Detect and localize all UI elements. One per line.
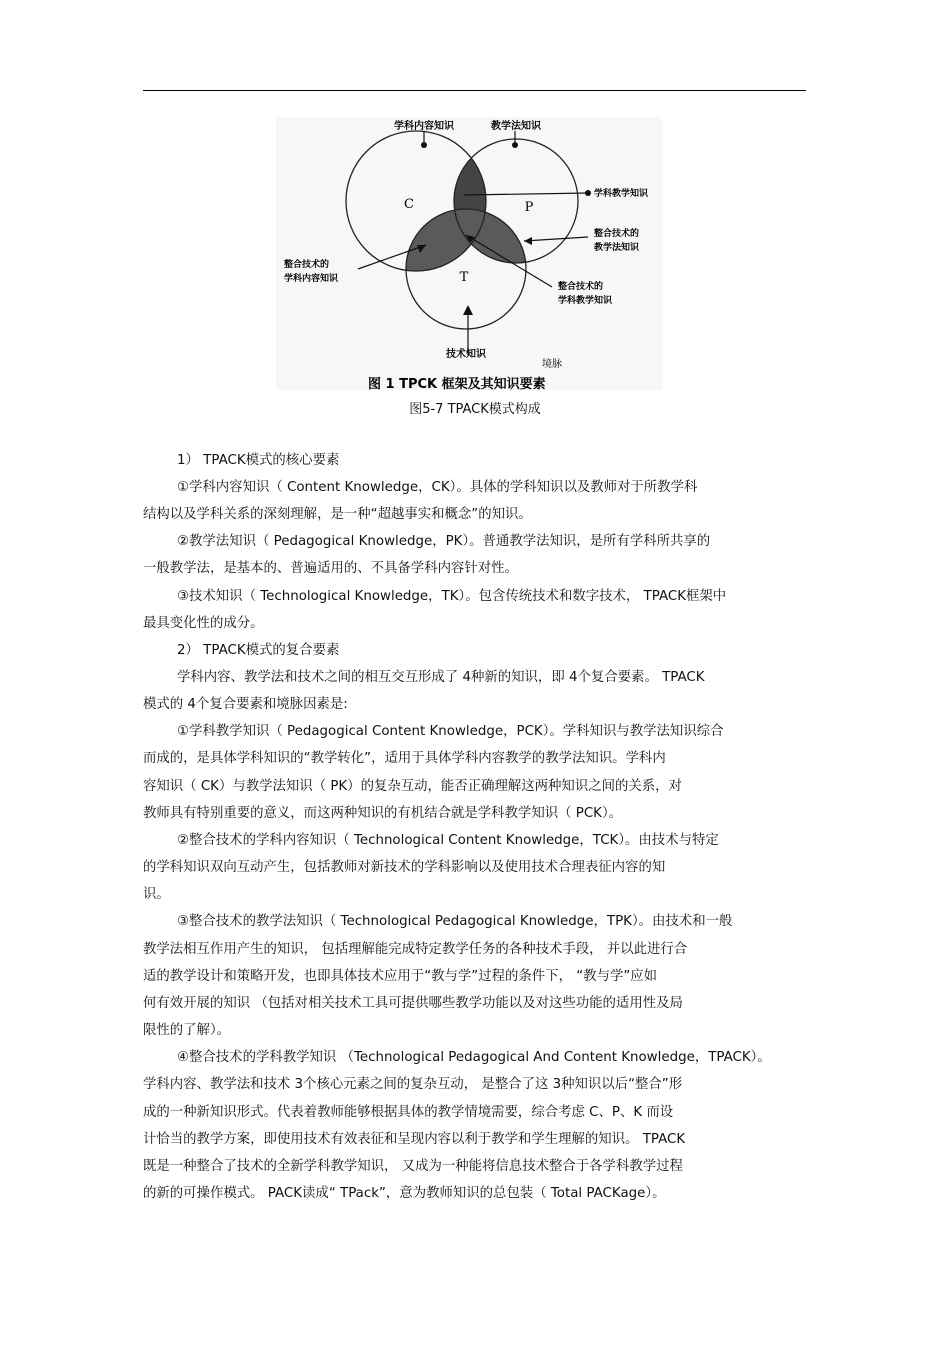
figure-caption: 图5-7 TPACK模式构成 (409, 402, 541, 417)
label-context: 境脉 (542, 359, 562, 370)
label-technology-knowledge: 技术知识 (446, 349, 486, 360)
text-line: 模式的 4个复合要素和境脉因素是: (143, 697, 348, 712)
text-line: 一般教学法，是基本的、普遍适用的、不具备学科内容针对性。 (143, 561, 518, 576)
text-line: 适的教学设计和策略开发，也即具体技术应用于“教与学”过程的条件下， “教与学”应如 (143, 969, 658, 984)
label-p: P (524, 200, 534, 215)
text-line: 何有效开展的知识 （包括对相关技术工具可提供哪些教学功能以及对这些功能的适用性及局 (143, 996, 683, 1011)
text-line: ①学科内容知识（ Content Knowledge，CK）。具体的学科知识以及教师对于所教学科 (177, 480, 698, 495)
label-tpk-line2: 教学法知识 (594, 243, 640, 253)
text-line: 结构以及学科关系的深刻理解，是一种“超越事实和概念”的知识。 (143, 507, 532, 522)
text-line: 教师具有特别重要的意义，而这两种知识的有机结合就是学科教学知识（ PCK）。 (143, 806, 623, 821)
header-rule (143, 90, 806, 91)
label-c: C (404, 197, 414, 212)
label-tck-line1: 整合技术的 (284, 260, 330, 270)
text-line: ③整合技术的教学法知识（ Technological Pedagogical Knowledge，TPK）。由技术和一般 (177, 914, 733, 929)
text-line: ②教学法知识（ Pedagogical Knowledge，PK）。普通教学法知识，是所有学科所共享的 (177, 534, 711, 549)
text-line: 的新的可操作模式。 PACK读成“ TPack”，意为教师知识的总包装（ Total PACKage）。 (143, 1186, 666, 1201)
label-pck: 学科教学知识 (594, 189, 649, 199)
text-line: 学科内容、教学法和技术 3个核心元素之间的复杂互动， 是整合了这 3种知识以后“整合”形 (143, 1077, 683, 1092)
text-line: ④整合技术的学科教学知识 （Technological Pedagogical And Content Knowledge，TPACK）。 (177, 1050, 771, 1065)
text-line: 的学科知识双向互动产生，包括教师对新技术的学科影响以及使用技术合理表征内容的知 (143, 860, 666, 875)
text-line: ③技术知识（ Technological Knowledge，TK）。包含传统技术和数字技术， TPACK框架中 (177, 589, 727, 604)
text-line: 识。 (143, 887, 170, 902)
figure-title: 图 1 TPCK 框架及其知识要素 (368, 377, 546, 390)
tpck-figure (276, 117, 662, 390)
text-line: 计恰当的教学方案，即使用技术有效表征和呈现内容以利于教学和学生理解的知识。 TPACK (143, 1132, 686, 1147)
text-line: 成的一种新知识形式。代表着教师能够根据具体的教学情境需要，综合考虑 C、P、K 而设 (143, 1105, 674, 1120)
label-tpack-line2: 学科教学知识 (558, 296, 613, 306)
label-t: T (459, 270, 469, 285)
label-tck-line2: 学科内容知识 (284, 274, 339, 284)
text-line: 容知识（ CK）与教学法知识（ PK）的复杂互动，能否正确理解这两种知识之间的关系，对 (143, 779, 682, 794)
text-line: ①学科教学知识（ Pedagogical Content Knowledge，PCK）。学科知识与教学法知识综合 (177, 724, 724, 739)
text-line: 限性的了解）。 (143, 1023, 231, 1038)
text-line: ②整合技术的学科内容知识（ Technological Content Knowledge，TCK）。由技术与特定 (177, 833, 719, 848)
label-tpack-line1: 整合技术的 (558, 282, 604, 292)
label-pedagogy-knowledge: 教学法知识 (491, 121, 541, 132)
text-line: 2） TPACK模式的复合要素 (177, 643, 340, 658)
text-line: 最具变化性的成分。 (143, 616, 264, 631)
label-content-knowledge: 学科内容知识 (394, 121, 454, 132)
text-line: 教学法相互作用产生的知识， 包括理解能完成特定教学任务的各种技术手段， 并以此进行合 (143, 942, 688, 957)
text-line: 既是一种整合了技术的全新学科教学知识， 又成为一种能将信息技术整合于各学科教学过程 (143, 1159, 683, 1174)
text-line: 1） TPACK模式的核心要素 (177, 453, 340, 468)
text-line: 而成的，是具体学科知识的“教学转化”，适用于具体学科内容教学的教学法知识。学科内 (143, 751, 666, 766)
text-line: 学科内容、教学法和技术之间的相互交互形成了 4种新的知识，即 4个复合要素。 TPACK (177, 670, 705, 685)
label-tpk-line1: 整合技术的 (594, 229, 640, 239)
